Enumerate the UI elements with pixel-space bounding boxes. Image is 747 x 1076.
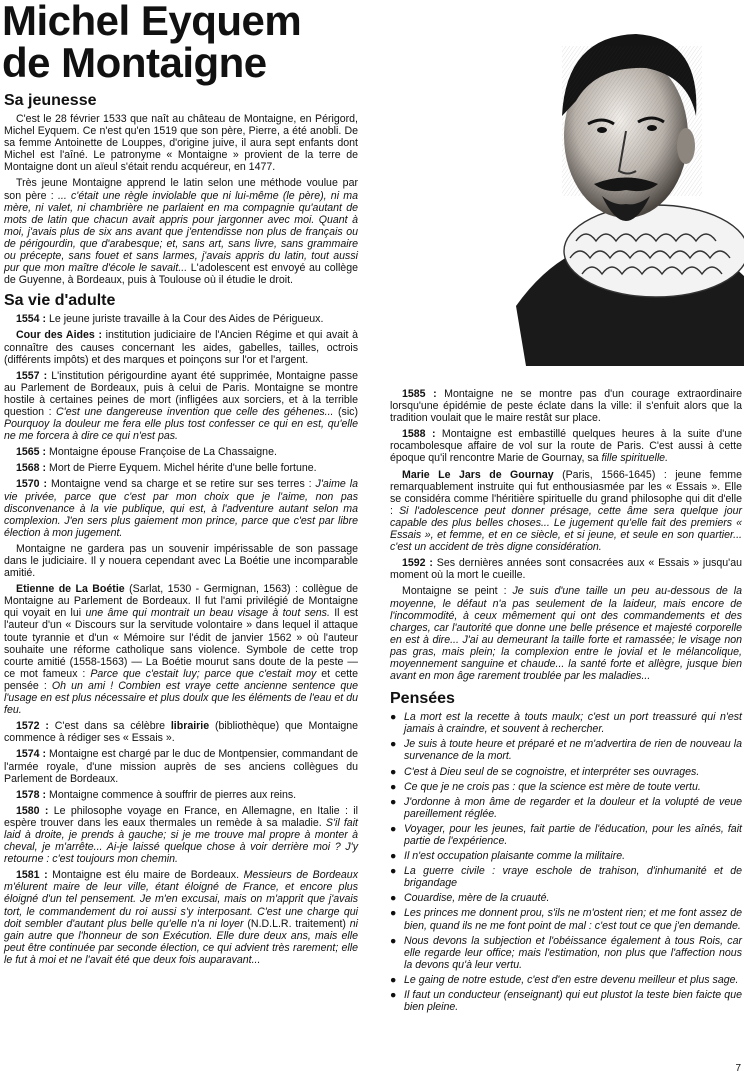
entry-1580: 1580 : Le philosophe voyage en France, en Allemagne, en Italie : il espère trouver dans les eaux thermales un remède à sa maladie. S'il fait laid à droite, je prends à gauche; si je me trouve mal propre à monter à cheval, je m'arrête... Ai-je laissé quelque chose à voir derrière moi ? J'y retourne : c'est toujours mon chemin.: [4, 804, 358, 866]
section-heading-pensees: Pensées: [390, 690, 455, 708]
bullet-icon: ●: [390, 989, 397, 1002]
bullet-icon: ●: [390, 865, 397, 878]
entry-la-boetie: Etienne de La Boétie (Sarlat, 1530 - Germignan, 1563) : collègue de Montaigne au Parlement de Bordeaux. Il fut l'ami privilégié de Montaigne qui voyait en lui une âme qui montrait un beau visage à tout sens. Il est l'auteur d'un « Discours sur la servitude volontaire » dans lequel il attaque toute tyrannie et d'un « Mémoire sur l'édit de janvier 1562 » où l'auteur souhaite une réforme catholique sans violence. Symbole de cette trop courte amitié (1558-1563) — La Boétie mourut sans doute de la peste — ce mot fameux : Parce que c'estait luy; parce que c'estait moy et cette pensée : Oh un ami ! Combien est vraye cette ancienne sentence que l'usage en est plus nécessaire et plus doulx que les éléments de l'eau et du feu.: [4, 583, 358, 717]
bullet-icon: ●: [390, 780, 397, 793]
title-line-2: de Montaigne: [2, 39, 267, 86]
left-column: [4, 92, 358, 970]
entry-1581: 1581 : Montaigne est élu maire de Bordeaux. Messieurs de Bordeaux m'élurent maire de leur ville, étant éloigné de France, et encore plus éloigné d'un tel pensement. Je m'en excusai, mais on m'apprit que j'avais tort, le commandement du roi aussi s'y interposant. C'est une charge qui doit sembler d'autant plus belle qu'elle n'a ni loyer (N.D.L.R. traitement) ni gain autre que l'honneur de son Exécution. Elle dure deux ans, mais elle peut être continuée par seconde élection, ce qui advient très rarement; elle le fut à moi et ne l'avait été que deux fois auparavant...: [4, 869, 359, 966]
bullet-icon: ●: [390, 822, 397, 835]
bullet-icon: ●: [390, 934, 397, 947]
entry-1568: 1568 : Mort de Pierre Eyquem. Michel hérite d'une belle fortune.: [16, 462, 317, 475]
thought-text: La guerre civile : vraye eschole de trahison, d'inhumanité et de brigandage: [404, 865, 742, 890]
thought-text: Nous devons la subjection et l'obéissance également à tous Rois, car elle regarde leur office; mais l'estimation, non plus que l'affection nous la devons qu'à leur vertu.: [404, 934, 742, 971]
thought-item: [390, 766, 742, 778]
thought-item: [390, 935, 742, 971]
thought-item: [390, 865, 742, 889]
thought-text: Je suis à toute heure et préparé et ne m'advertira de rien de nouveau la survenance de la mort.: [404, 738, 742, 763]
thought-text: Il n'est occupation plaisante comme la militaire.: [404, 850, 626, 863]
thought-item: [390, 711, 742, 735]
bullet-icon: ●: [390, 765, 397, 778]
thought-item: [390, 796, 742, 820]
page-title: [2, 0, 422, 84]
thought-item: [390, 974, 742, 986]
bullet-icon: ●: [390, 795, 397, 808]
bullet-icon: ●: [390, 892, 397, 905]
thought-text: Ce que je ne crois pas : que la science est mère de toute vertu.: [404, 780, 701, 793]
paragraph-latin: Très jeune Montaigne apprend le latin selon une méthode voulue par son père : ... c'était une règle inviolable que ni lui-même (le père), ni ma mère, ni valet, ni chambrière ne parlaient en ma compagnie qu'autant de mots de latin que chacun avait appris pour jargonner avec moi. Quant à moi, j'avais plus de six ans avant que j'entendisse non plus de français ou de périgourdin, que d'arabesque; et, sans art, sans livre, sans grammaire ou précepte, sans fouet et sans larmes, j'avais appris du latin, tout aussi pur que mon maître d'école le savait... L'adolescent est envoyé au collège de Guyenne, à Bordeaux, puis à Toulouse où il étudie le droit.: [4, 177, 358, 287]
bullet-icon: ●: [390, 907, 397, 920]
entry-marie-de-gournay: Marie Le Jars de Gournay (Paris, 1566-1645) : jeune femme remarquablement instruite qui fut enthousiasmée par les « Essais ». Elle se considéra comme l'héritière spirituelle du grand philosophe qui dit d'elle : Si l'adolescence peut donner présage, cette âme sera quelque jour capable des plus belles choses... Le jugement qu'elle fait des premiers « Essais », et femme, et en ce siècle, et si jeune, et seule en son quartier... c'est un accident de très digne considération.: [390, 468, 743, 554]
thoughts-list: [390, 711, 742, 1013]
title-line-1: Michel Eyquem: [2, 0, 302, 44]
thought-item: [390, 907, 742, 931]
entry-1585: 1585 : Montaigne ne se montre pas d'un courage extraordinaire lorsqu'une épidémie de peste éclate dans la ville: il s'enfuit alors que la tradition voulait que le maire restât sur place.: [390, 388, 743, 425]
paragraph-birth: C'est le 28 février 1533 que naît au château de Montaigne, en Périgord, Michel Eyquem. Ce n'est qu'en 1519 que son père, Pierre, a été anobli. De sa femme Antoinette de Louppes, d'origine juive, il aura sept enfants dont Michel est l'aîné. Le patronyme « Montaigne » provient de la terre de Montaigne dont un aïeul s'était rendu acquéreur, en 1477.: [4, 113, 358, 174]
section-heading-jeunesse: Sa jeunesse: [4, 92, 97, 109]
entry-1565: 1565 : Montaigne épouse Françoise de La Chassaigne.: [16, 446, 277, 459]
bullet-icon: ●: [390, 738, 397, 751]
right-column: [390, 388, 742, 1016]
page-number: 7: [735, 1063, 741, 1074]
bullet-icon: ●: [390, 850, 397, 863]
section-heading-adulte: Sa vie d'adulte: [4, 292, 116, 310]
thought-item: [390, 823, 742, 847]
entry-1574: 1574 : Montaigne est chargé par le duc de Montpensier, commandant de l'armée royale, d'une mission auprès de ses anciens collègues du Parlement de Bordeaux.: [4, 748, 358, 785]
entry-1592: 1592 : Ses dernières années sont consacrées aux « Essais » jusqu'au moment où la mort le cueille.: [390, 557, 742, 582]
entry-1588: 1588 : Montaigne est embastillé quelques heures à la suite d'une rocambolesque affaire de vol sur la route de Paris. C'est aussi à cette époque qu'il rencontre Marie de Gournay, sa fille spirituelle.: [390, 428, 742, 465]
bullet-icon: ●: [390, 973, 397, 986]
portrait-engraving: [506, 6, 744, 366]
thought-text: La mort est la recette à touts maulx; c'est un port treassuré qui n'est jamais à craindre, et souvent à rechercher.: [404, 711, 742, 736]
thought-item: [390, 892, 742, 904]
paragraph-souvenir: Montaigne ne gardera pas un souvenir impérissable de son passage dans le judiciaire. Il y nouera cependant avec La Boétie une incomparable amitié.: [4, 542, 358, 580]
thought-item: [390, 850, 742, 862]
entry-cour-des-aides: Cour des Aides : institution judiciaire de l'Ancien Régime et qui avait à connaître des causes concernant les aides, gabelles, tailles, octrois (différents impôts) et des marques et poinçons sur l'or et l'argent.: [4, 329, 358, 366]
thought-text: Couardise, mère de la cruauté.: [404, 892, 550, 905]
entry-1557: 1557 : L'institution périgourdine ayant été supprimée, Montaigne passe au Parlement de Bordeaux, puis à celui de Paris. Montaigne se montre hostile à certaines peines de mort (infligées aux sorciers, et à la terrible question : C'est une dangereuse invention que celle des géhenes... (sic) Pourquoy la douleur me fera elle plus tost confesser ce qui en est, qu'elle ne me forcera à dire ce qui n'est pas.: [4, 369, 358, 443]
paragraph-portrait: Montaigne se peint : Je suis d'une taille un peu au-dessous de la moyenne, le défaut n'a pas seulement de la laideur, mais encore de l'incommodité, à ceux mêmement qui ont des commandements et des charges, car l'autorité que donne une belle présence et majesté corporelle en est à dire... J'ai au demeurant la taille forte et ramassée; le visage non pas gras, mais plein; la complexion entre le jovial et le mélancolique, moyennement sanguine et chaude... la santé forte et allègre, jusque bien avant en mon âge rarement troublée par les maladies...: [390, 585, 742, 683]
thought-text: Il faut un conducteur (enseignant) qui eut plustot la teste bien faicte que bien pleine.: [404, 989, 742, 1014]
entry-1554: 1554 : Le jeune juriste travaille à la Cour des Aides de Périgueux.: [16, 313, 324, 326]
thought-item: [390, 738, 742, 762]
entry-1578: 1578 : Montaigne commence à souffrir de pierres aux reins.: [16, 788, 297, 801]
bullet-icon: ●: [390, 711, 397, 724]
thought-text: Le gaing de notre estude, c'est d'en estre devenu meilleur et plus sage.: [404, 973, 739, 986]
entry-1570: 1570 : Montaigne vend sa charge et se retire sur ses terres : J'aime la vie privée, parce que c'est par mon choix que je l'aime, non pas disconvenance à la vie publique, qui est, à l'adventure autant selon ma complexion. J'en sers plus gaiement mon prince, parce que c'est par libre élection à mon jugement.: [4, 478, 358, 539]
thought-item: [390, 989, 742, 1013]
thought-item: [390, 781, 742, 793]
entry-1572: 1572 : C'est dans sa célèbre librairie (bibliothèque) que Montaigne commence à rédiger ses « Essais ».: [4, 720, 358, 745]
quote-latin: ... c'était une règle inviolable que ni lui-même (le père), ni ma mère, ni valet, ni chambrière ne parlaient en ma compagnie qu'autant de mots de latin que chacun avait appris pour jargonner avec moi. Quant à moi, j'avais plus de six ans avant que j'entendisse non plus de français ou de périgourdin, que d'arabesque; et, sans art, sans livre, sans grammaire ou précepte, sans fouet et sans larmes, j'avais appris du latin, tout aussi pur que mon maître d'école le savait...: [4, 189, 358, 275]
thought-text: Voyager, pour les jeunes, fait partie de l'éducation, pour les aînés, fait partie de l'expérience.: [404, 822, 742, 847]
thought-text: J'ordonne à mon âme de regarder et la douleur et la volupté de veue pareillement réglée.: [404, 795, 742, 820]
thought-text: Les princes me donnent prou, s'ils ne m'ostent rien; et me font assez de bien, quand ils ne me font point de mal : c'est tout ce que j'en demande.: [404, 907, 742, 932]
thought-text: C'est à Dieu seul de se cognoistre, et interpréter ses ouvrages.: [404, 765, 700, 778]
